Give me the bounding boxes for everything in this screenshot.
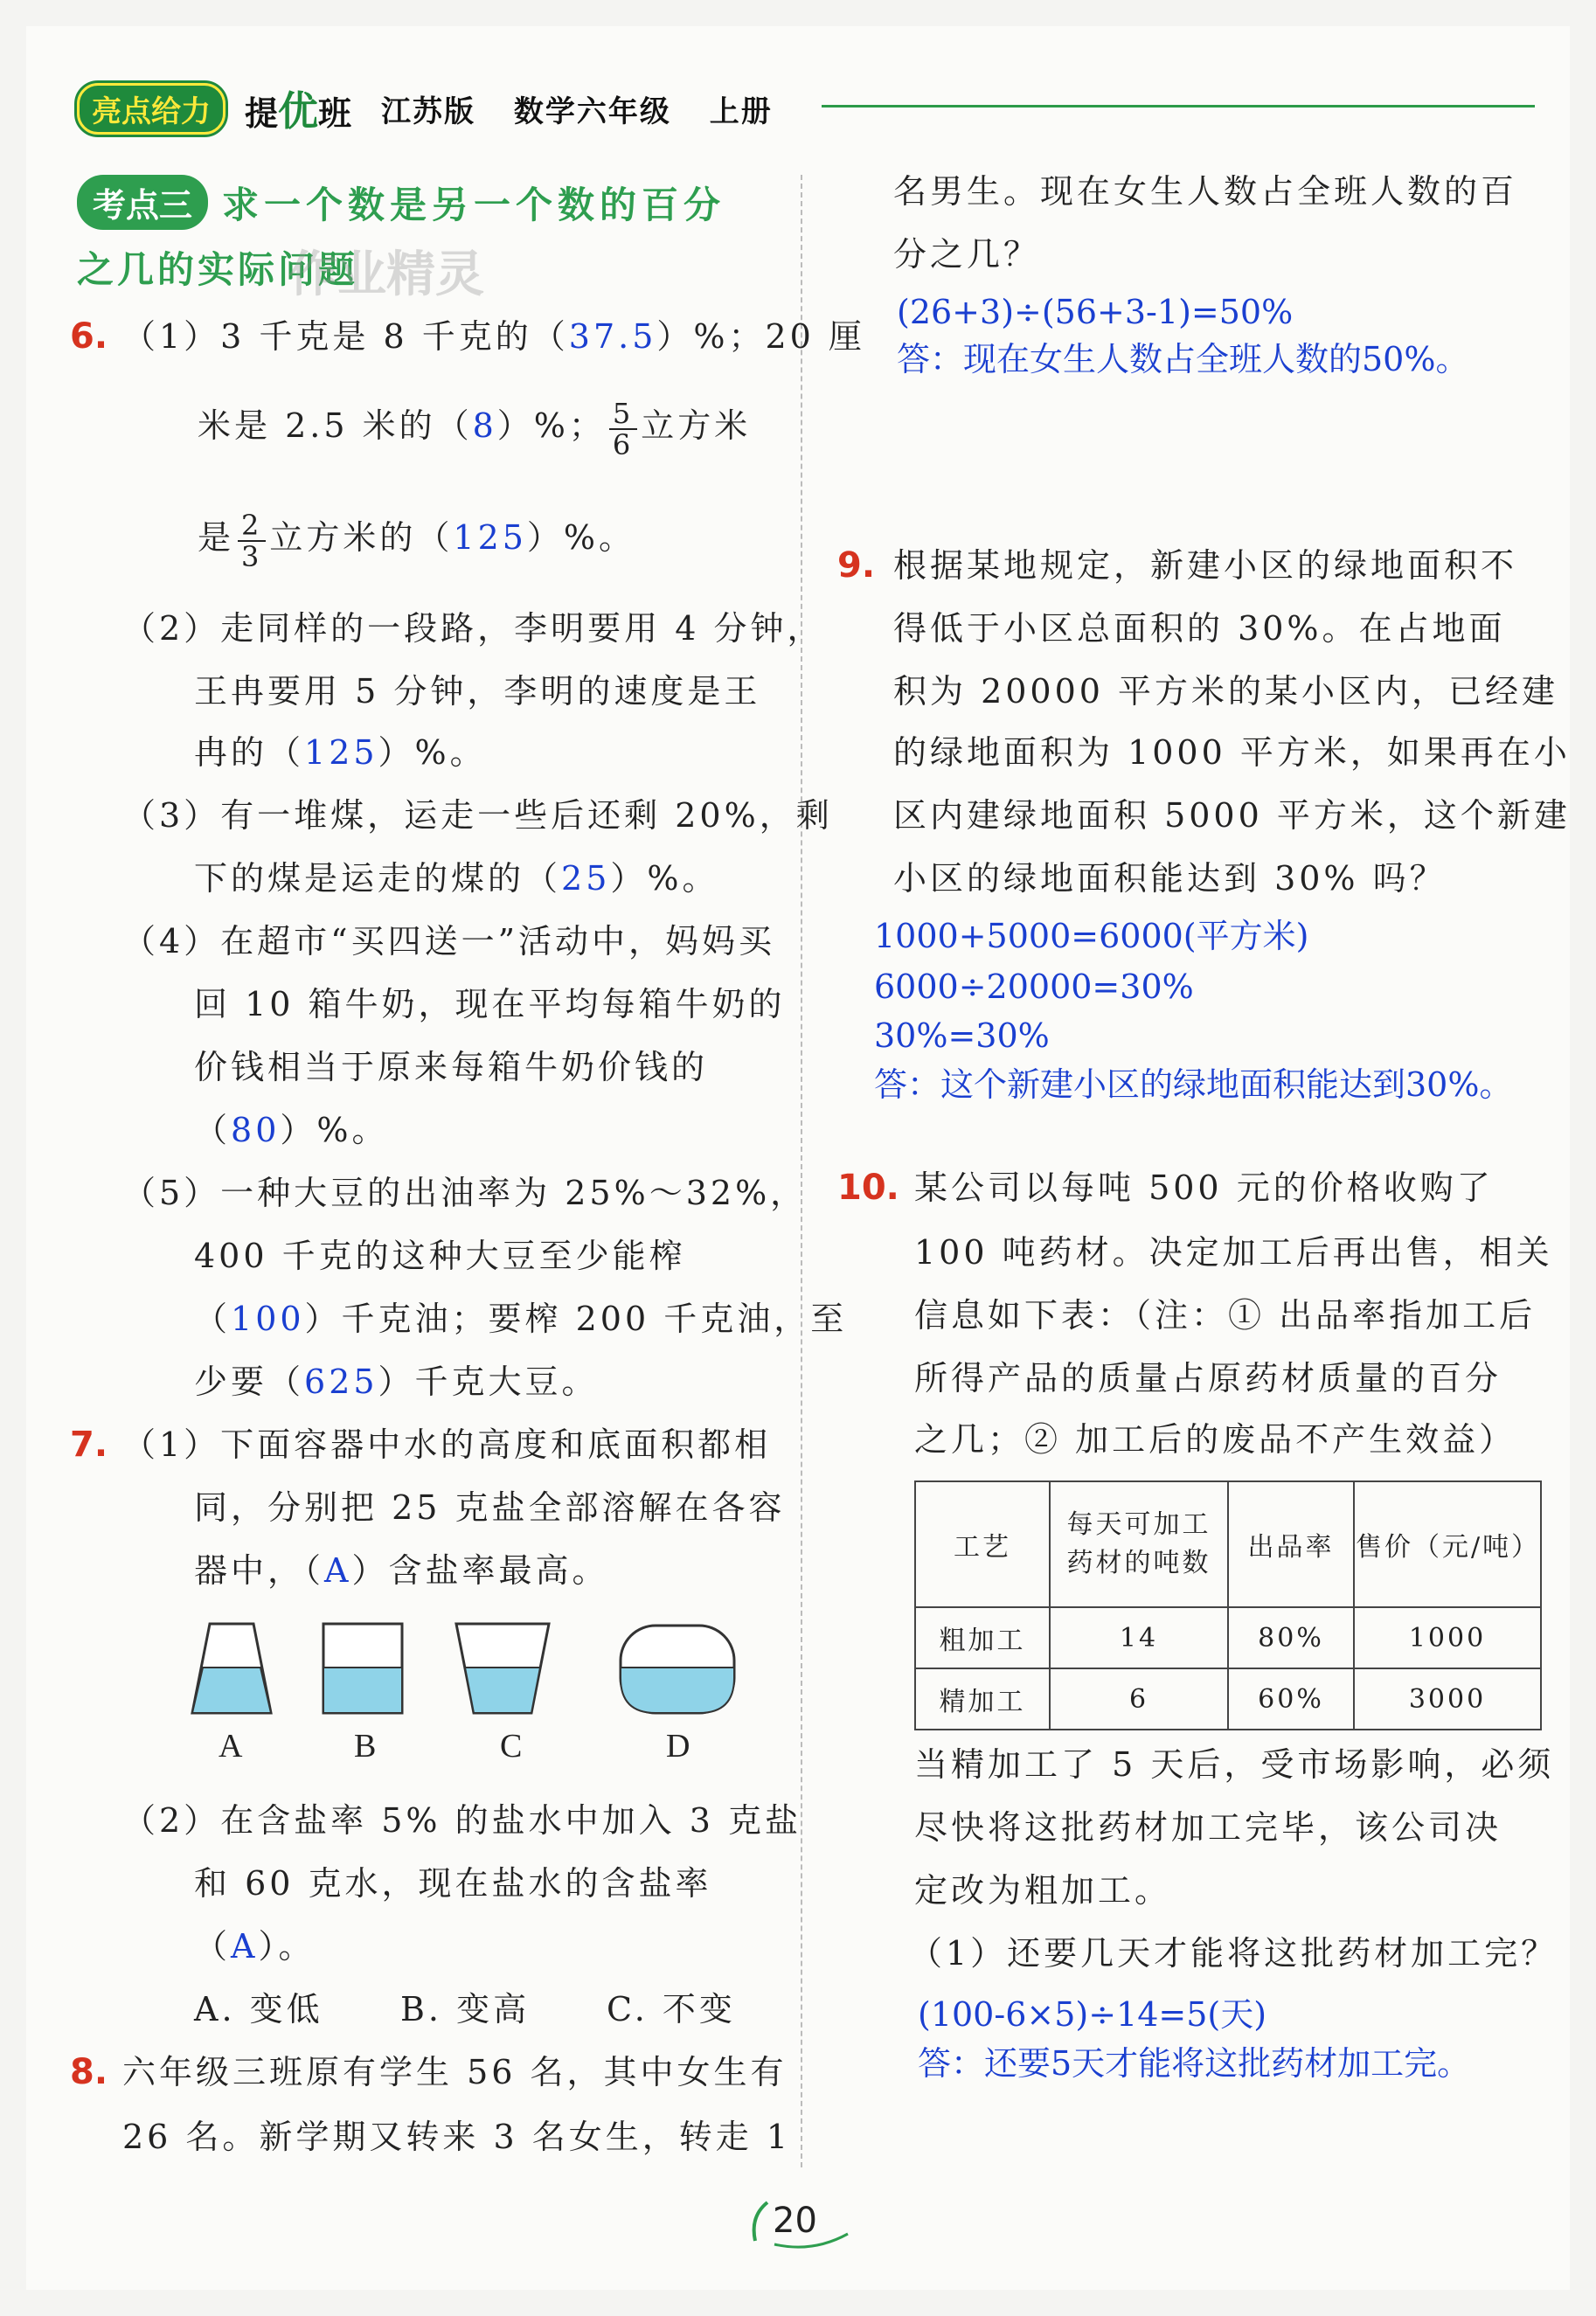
q10-line2: 100 吨药材。决定加工后再出售，相关 xyxy=(914,1233,1553,1272)
section-heading xyxy=(77,175,725,230)
q9-answer-text: 答：这个新建小区的绿地面积能达到30%。 xyxy=(874,1065,1513,1104)
q7-p1-line1: （1）下面容器中水的高度和底面积都相 xyxy=(122,1425,772,1464)
q6-p3-line2: 下的煤是运走的煤的（25）%。 xyxy=(194,859,719,898)
q8-answer-formula: (26+3)÷(56+3-1)=50% xyxy=(897,293,1294,331)
processing-table xyxy=(914,1480,1542,1730)
q7-option-b: B. 变高 xyxy=(400,1990,531,2028)
q8-answer-text: 答：现在女生人数占全班人数的50%。 xyxy=(897,340,1469,378)
q6-p1-line1: （1）3 千克是 8 千克的（37.5）%；20 厘 xyxy=(122,317,865,356)
q6-p5-line2: 400 千克的这种大豆至少能榨 xyxy=(194,1237,686,1275)
volume: 上册 xyxy=(709,94,773,129)
q10-line5: 之几；② 加工后的废品不产生效益） xyxy=(914,1420,1516,1459)
q6-p3-line1: （3）有一堆煤，运走一些后还剩 20%，剩 xyxy=(122,796,833,835)
table-cell: 粗加工 xyxy=(915,1607,1050,1668)
table-cell: 6 xyxy=(1050,1668,1228,1730)
header xyxy=(77,86,799,135)
container-c xyxy=(456,1624,549,1713)
q8-line2: 26 名。新学期又转来 3 名女生，转走 1 xyxy=(122,2118,792,2156)
q6-p5-line3: （100）千克油；要榨 200 千克油，至 xyxy=(194,1300,848,1338)
q6-p4-line2: 回 10 箱牛奶，现在平均每箱牛奶的 xyxy=(194,985,786,1023)
q7-option-c: C. 不变 xyxy=(607,1990,736,2028)
q9-number: 9. xyxy=(837,545,876,586)
section-title-line2: 之几的实际问题 xyxy=(77,248,359,291)
q7-p2-line1: （2）在含盐率 5% 的盐水中加入 3 克盐 xyxy=(122,1801,801,1840)
q10-line7: 尽快将这批药材加工完毕，该公司决 xyxy=(914,1808,1502,1847)
q6-p2-line2: 王冉要用 5 分钟，李明的速度是王 xyxy=(194,672,761,711)
q8-line4: 分之几？ xyxy=(893,235,1041,274)
q6-p4-line4: （80）%。 xyxy=(194,1111,389,1149)
q9-line3: 积为 20000 平方米的某小区内，已经建 xyxy=(893,672,1559,711)
q6-p1-line2: 米是 2.5 米的（8）%； $\frac{5}{6}$ 立方米 xyxy=(198,396,752,461)
q7-number: 7. xyxy=(70,1425,108,1465)
q10-line6: 当精加工了 5 天后，受市场影响，必须 xyxy=(914,1745,1555,1784)
q7-p2-line3: （A）。 xyxy=(194,1927,316,1966)
container-label-d: D xyxy=(666,1728,690,1765)
table-row xyxy=(915,1668,1541,1730)
table-header-row xyxy=(915,1481,1541,1607)
q10-answer-text: 答：还要5天才能将这批药材加工完。 xyxy=(918,2044,1471,2083)
table-header-yield: 出品率 xyxy=(1228,1481,1354,1607)
container-label-c: C xyxy=(500,1728,523,1765)
table-cell: 80% xyxy=(1228,1607,1354,1668)
q9-line4: 的绿地面积为 1000 平方米，如果再在小 xyxy=(893,733,1571,772)
q6-number: 6. xyxy=(70,316,108,357)
q10-answer-formula: (100-6×5)÷14=5(天) xyxy=(918,1995,1267,2034)
series-name: 提优班 xyxy=(245,87,352,135)
q7-option-a: A. 变低 xyxy=(194,1990,323,2028)
q10-number: 10. xyxy=(837,1168,899,1208)
container-b xyxy=(323,1624,402,1713)
container-label-b: B xyxy=(354,1728,377,1765)
subject: 数学六年级 xyxy=(513,94,671,129)
header-rule xyxy=(822,105,1535,107)
fraction-2-3: $\frac{2}{3}$ xyxy=(238,510,266,572)
table-row xyxy=(915,1607,1541,1668)
q6-p4-line1: （4）在超市“买四送一”活动中，妈妈买 xyxy=(122,922,776,960)
q9-answer-3: 30%=30% xyxy=(874,1016,1050,1055)
table-header-price: 售价（元/吨） xyxy=(1354,1481,1541,1607)
q10-line3: 信息如下表：（注：① 出品率指加工后 xyxy=(914,1296,1537,1335)
q10-line8: 定改为粗加工。 xyxy=(914,1871,1172,1910)
q9-line5: 区内建绿地面积 5000 平方米，这个新建 xyxy=(893,796,1571,835)
q7-p1-line3: 器中，（A）含盐率最高。 xyxy=(194,1551,609,1590)
book-info xyxy=(381,87,799,130)
q6-p4-line3: 价钱相当于原来每箱牛奶价钱的 xyxy=(194,1048,709,1086)
q10-line4: 所得产品的质量占原药材质量的百分 xyxy=(914,1359,1502,1397)
q7-p1-line2: 同，分别把 25 克盐全部溶解在各容 xyxy=(194,1488,786,1527)
q9-line6: 小区的绿地面积能达到 30% 吗？ xyxy=(893,859,1447,898)
q6-p1-line3: 是 $\frac{2}{3}$ 立方米的（125）%。 xyxy=(198,508,636,573)
q9-line1: 根据某地规定，新建小区的绿地面积不 xyxy=(893,546,1518,585)
container-a xyxy=(192,1624,271,1713)
table-cell: 1000 xyxy=(1354,1607,1541,1668)
q7-p2-line2: 和 60 克水，现在盐水的含盐率 xyxy=(194,1864,712,1903)
table-cell: 14 xyxy=(1050,1607,1228,1668)
table-header-daily: 每天可加工 药材的吨数 xyxy=(1050,1481,1228,1607)
fraction-5-6: $\frac{5}{6}$ xyxy=(609,399,637,460)
q10-line1: 某公司以每吨 500 元的价格收购了 xyxy=(914,1168,1494,1207)
q9-line2: 得低于小区总面积的 30%。在占地面 xyxy=(893,609,1506,648)
q6-p2-line3: 冉的（125）%。 xyxy=(194,733,487,772)
watermark: 作业精灵 xyxy=(288,246,484,303)
table-cell: 3000 xyxy=(1354,1668,1541,1730)
q8-number: 8. xyxy=(70,2052,108,2092)
q6-p2-line1: （2）走同样的一段路，李明要用 4 分钟， xyxy=(122,609,824,648)
containers-figure xyxy=(184,1619,752,1723)
q9-answer-2: 6000÷20000=30% xyxy=(874,967,1194,1006)
container-label-a: A xyxy=(219,1728,243,1765)
section-title: 求一个数是另一个数的百分 xyxy=(222,183,726,226)
table-cell: 精加工 xyxy=(915,1668,1050,1730)
section-badge: 考点三 xyxy=(77,175,208,230)
container-d xyxy=(621,1626,734,1713)
q9-answer-1: 1000+5000=6000(平方米) xyxy=(874,917,1309,955)
q8-line1: 六年级三班原有学生 56 名，其中女生有 xyxy=(122,2053,788,2091)
q6-p5-line4: 少要（625）千克大豆。 xyxy=(194,1363,599,1401)
q6-p5-line1: （5）一种大豆的出油率为 25%～32%， xyxy=(122,1174,808,1212)
table-header-craft: 工艺 xyxy=(915,1481,1050,1607)
q10-sub1: （1）还要几天才能将这批药材加工完？ xyxy=(909,1934,1558,1973)
page-number: 20 xyxy=(773,2201,817,2241)
q8-line3: 名男生。现在女生人数占全班人数的百 xyxy=(893,172,1518,211)
brand-logo: 亮点给力 xyxy=(77,83,226,135)
table-cell: 60% xyxy=(1228,1668,1354,1730)
edition: 江苏版 xyxy=(381,94,476,129)
